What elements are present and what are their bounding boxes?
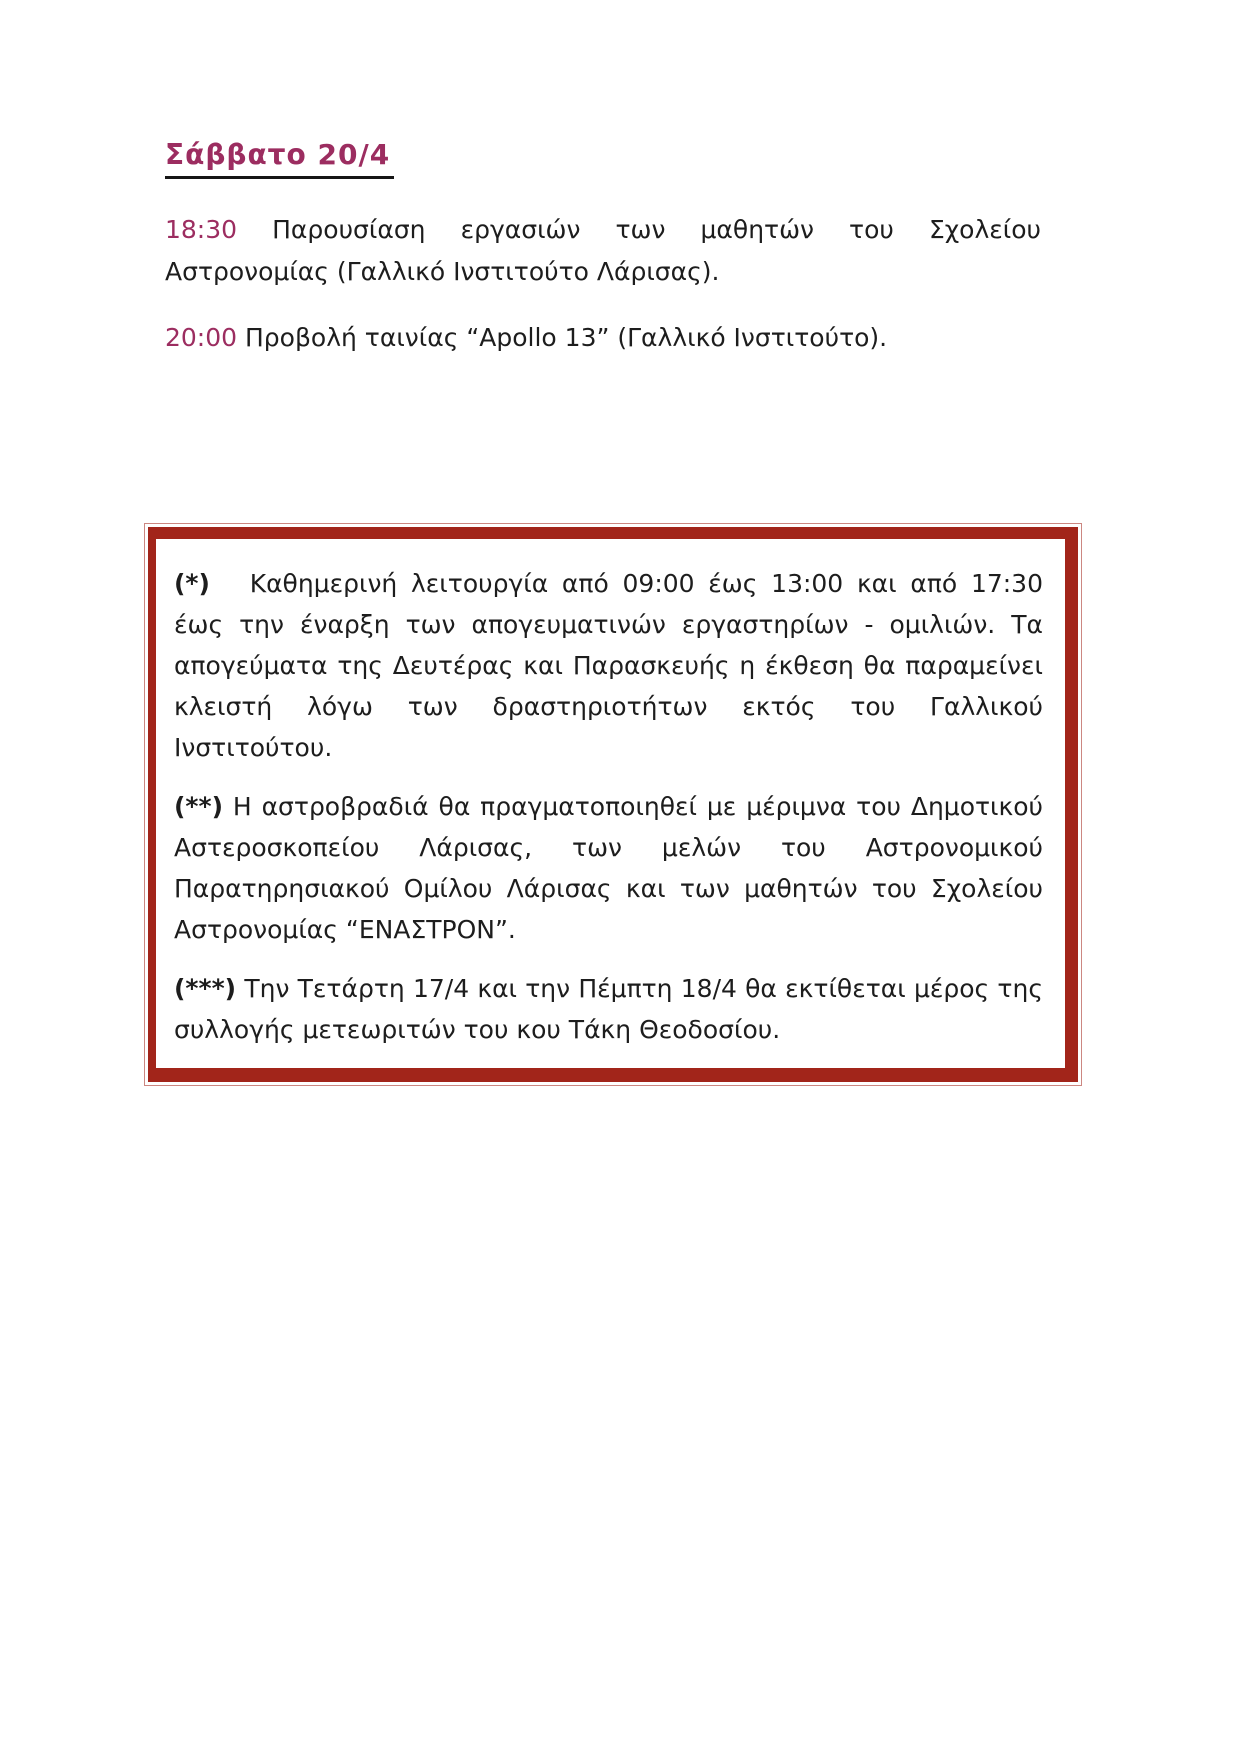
footnote-text: Η αστροβραδιά θα πραγματοποιηθεί με μέριμνα του Δημοτικού Αστεροσκοπείου Λάρισας, των μελών του Αστρονομικού Παρατηρησιακού Ομίλου Λάρισας και των μαθητών του Σχολείου Αστρονομίας “ΕΝΑΣΤΡΟΝ”. bbox=[174, 792, 1044, 944]
day-heading: Σάββατο 20/4 bbox=[165, 138, 394, 179]
event-entry bbox=[165, 317, 1041, 359]
footnote-text: Καθημερινή λειτουργία από 09:00 έως 13:00 και από 17:30 έως την έναρξη των απογευματινών εργαστηρίων - ομιλιών. Τα απογεύματα της Δευτέρας και Παρασκευής η έκθεση θα παραμείνει κλειστή λόγω των δραστηριοτήτων εκτός του Γαλλικού Ινστιτούτου. bbox=[174, 569, 1043, 762]
event-time: 20:00 bbox=[165, 323, 238, 352]
footnotes-box bbox=[148, 527, 1078, 1082]
footnote-marker: (***) bbox=[174, 974, 237, 1003]
footnote bbox=[174, 786, 1043, 950]
footnote-marker: (**) bbox=[174, 792, 223, 821]
footnote-text: Την Τετάρτη 17/4 και την Πέμπτη 18/4 θα εκτίθεται μέρος της συλλογής μετεωριτών του κου Τάκη Θεοδοσίου. bbox=[174, 974, 1044, 1044]
footnote bbox=[174, 563, 1043, 768]
footnote bbox=[174, 968, 1043, 1050]
event-text: Παρουσίαση εργασιών των μαθητών του Σχολείου Αστρονομίας (Γαλλικό Ινστιτούτο Λάρισας). bbox=[165, 215, 1042, 286]
footnote-marker: (*) bbox=[174, 569, 210, 598]
event-entry bbox=[165, 209, 1041, 293]
event-text: Προβολή ταινίας “Apollo 13” (Γαλλικό Ινστιτούτο). bbox=[245, 323, 888, 352]
event-time: 18:30 bbox=[165, 215, 238, 244]
page-content bbox=[165, 138, 1044, 1082]
